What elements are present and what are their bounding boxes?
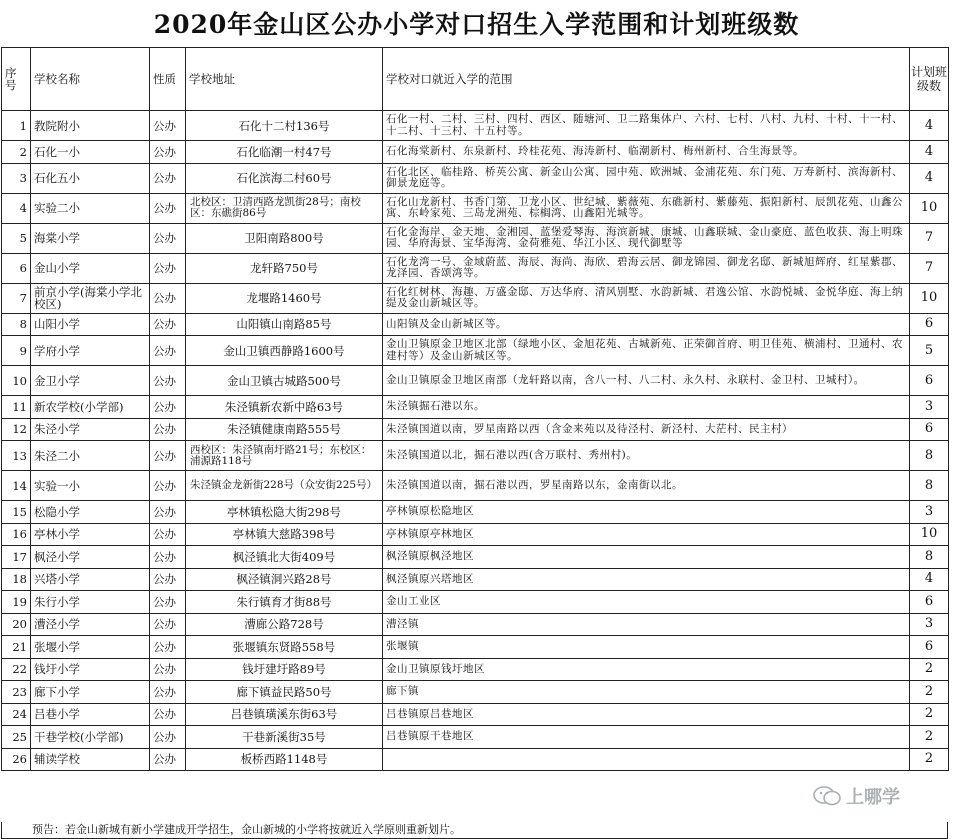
school-name: 前京小学(海棠小学北校区) — [31, 283, 150, 313]
school-name: 石化五小 — [31, 163, 150, 193]
row-number: 18 — [2, 568, 31, 591]
school-address: 朱行镇育才街88号 — [186, 591, 383, 614]
row-number: 10 — [2, 366, 31, 396]
planned-classes: 4 — [910, 163, 949, 193]
table-row — [2, 471, 949, 501]
row-number: 3 — [2, 163, 31, 193]
school-name: 廊下小学 — [31, 681, 150, 704]
table-row — [2, 193, 949, 223]
planned-classes: 10 — [910, 283, 949, 313]
school-address: 龙堰路1460号 — [186, 283, 383, 313]
planned-classes: 8 — [910, 546, 949, 569]
enrollment-range: 石化北区、临桂路、桥英公寓、新金山公寓、园中苑、欧洲城、金浦花苑、东门苑、万寿新村、滨海新村、御景龙庭等。 — [383, 163, 910, 193]
row-number: 8 — [2, 313, 31, 336]
row-number: 25 — [2, 726, 31, 749]
planned-classes: 6 — [910, 313, 949, 336]
school-name: 金山小学 — [31, 253, 150, 283]
planned-classes: 7 — [910, 253, 949, 283]
school-type: 公办 — [150, 726, 186, 749]
school-name: 实验一小 — [31, 471, 150, 501]
enrollment-range: 朱泾镇国道以北，掘石港以西(含万联村、秀州村)。 — [383, 441, 910, 471]
enrollment-range: 枫泾镇原兴塔地区 — [383, 568, 910, 591]
table-row — [2, 396, 949, 419]
table-row — [2, 703, 949, 726]
table-row — [2, 418, 949, 441]
planned-classes: 3 — [910, 613, 949, 636]
planned-classes: 2 — [910, 748, 949, 771]
school-name: 实验二小 — [31, 193, 150, 223]
school-name: 朱泾小学 — [31, 418, 150, 441]
enrollment-range: 金山卫镇原金卫地区南部（龙轩路以南，含八一村、八二村、永久村、永联村、金卫村、卫城村）。 — [383, 366, 910, 396]
enrollment-range: 亭林镇原松隐地区 — [383, 501, 910, 524]
school-address: 西校区：朱泾镇南圩路21号；东校区：浦源路118号 — [186, 441, 383, 471]
school-name: 干巷学校(小学部) — [31, 726, 150, 749]
school-address: 枫泾镇洞兴路28号 — [186, 568, 383, 591]
school-name: 张堰小学 — [31, 636, 150, 659]
planned-classes: 6 — [910, 591, 949, 614]
enrollment-range: 张堰镇 — [383, 636, 910, 659]
table-row — [2, 681, 949, 704]
row-number: 26 — [2, 748, 31, 771]
planned-classes: 4 — [910, 141, 949, 164]
planned-classes: 6 — [910, 418, 949, 441]
school-name: 枫泾小学 — [31, 546, 150, 569]
school-address: 板桥西路1148号 — [186, 748, 383, 771]
table-header-row — [2, 48, 949, 111]
planned-classes: 3 — [910, 501, 949, 524]
enrollment-range: 石化金海岸、金天地、金湘园、蓝堡爱琴海、海滨新城、康城、山鑫联城、金山豪庭、蓝色收获、海上明珠园、华府海景、宝华海湾、金荷雅苑、华江小区、现代御墅等 — [383, 223, 910, 253]
row-number: 1 — [2, 111, 31, 141]
enrollment-range: 石化红树林、海趣、万盛金邸、万达华府、清风别墅、水韵新城、君逸公馆、水韵悦城、金悦华庭、海上纳缇及金山新城区等。 — [383, 283, 910, 313]
table-row — [2, 336, 949, 366]
enrollment-range: 朱泾镇国道以南，掘石港以西，罗星南路以东，金南街以北。 — [383, 471, 910, 501]
school-name: 吕巷小学 — [31, 703, 150, 726]
table-row — [2, 748, 949, 771]
enrollment-range: 朱泾镇国道以南，罗星南路以西（含金来苑以及待泾村、新泾村、大茫村、民主村） — [383, 418, 910, 441]
school-name: 朱泾二小 — [31, 441, 150, 471]
school-name: 金卫小学 — [31, 366, 150, 396]
planned-classes: 4 — [910, 111, 949, 141]
planned-classes: 2 — [910, 658, 949, 681]
planned-classes: 10 — [910, 193, 949, 223]
planned-classes: 10 — [910, 523, 949, 546]
enrollment-range: 山阳镇及金山新城区等。 — [383, 313, 910, 336]
row-number: 16 — [2, 523, 31, 546]
row-number: 15 — [2, 501, 31, 524]
row-number: 20 — [2, 613, 31, 636]
row-number: 14 — [2, 471, 31, 501]
table-row — [2, 591, 949, 614]
row-number: 17 — [2, 546, 31, 569]
row-number: 11 — [2, 396, 31, 419]
enrollment-range: 金山卫镇原金卫地区北部（绿地小区、金旭花苑、古城新苑、正荣御首府、明卫佳苑、横浦村、卫通村、农建村等）及金山新城区等。 — [383, 336, 910, 366]
school-name: 山阳小学 — [31, 313, 150, 336]
table-row — [2, 163, 949, 193]
school-address: 卫阳南路800号 — [186, 223, 383, 253]
row-number: 23 — [2, 681, 31, 704]
school-address: 龙轩路750号 — [186, 253, 383, 283]
school-type: 公办 — [150, 471, 186, 501]
school-address: 张堰镇东贤路558号 — [186, 636, 383, 659]
school-address: 干巷新溪街35号 — [186, 726, 383, 749]
table-row — [2, 501, 949, 524]
school-address: 亭林镇大慈路398号 — [186, 523, 383, 546]
table-row — [2, 658, 949, 681]
school-type: 公办 — [150, 441, 186, 471]
school-name: 辅读学校 — [31, 748, 150, 771]
table-row — [2, 613, 949, 636]
school-name: 漕泾小学 — [31, 613, 150, 636]
school-type: 公办 — [150, 658, 186, 681]
footnote: 预告：若金山新城有新小学建成开学招生，金山新城的小学将按就近入学原则重新划片。 — [1, 822, 948, 839]
planned-classes: 5 — [910, 336, 949, 366]
school-name: 兴塔小学 — [31, 568, 150, 591]
school-type: 公办 — [150, 253, 186, 283]
table-row — [2, 141, 949, 164]
school-address: 朱泾镇新农新中路63号 — [186, 396, 383, 419]
enrollment-range: 枫泾镇原枫泾地区 — [383, 546, 910, 569]
school-type: 公办 — [150, 111, 186, 141]
school-type: 公办 — [150, 418, 186, 441]
enrollment-range: 金山工业区 — [383, 591, 910, 614]
table-row — [2, 283, 949, 313]
enrollment-range: 石化山龙新村、书香门第、卫龙小区、世纪城、紫薇苑、东礁新村、紫藤苑、振阳新村、辰凯花苑、山鑫公寓、东岭家苑、三岛龙洲苑、棕榈湾、山鑫阳光城等。 — [383, 193, 910, 223]
planned-classes: 2 — [910, 703, 949, 726]
school-name: 松隐小学 — [31, 501, 150, 524]
wechat-icon — [812, 785, 842, 807]
school-type: 公办 — [150, 193, 186, 223]
enrollment-range: 廊下镇 — [383, 681, 910, 704]
school-address: 亭林镇松隐大街298号 — [186, 501, 383, 524]
row-number: 22 — [2, 658, 31, 681]
enrollment-range: 亭林镇原亭林地区 — [383, 523, 910, 546]
row-number: 19 — [2, 591, 31, 614]
school-name: 朱行小学 — [31, 591, 150, 614]
school-type: 公办 — [150, 396, 186, 419]
school-type: 公办 — [150, 366, 186, 396]
school-type: 公办 — [150, 523, 186, 546]
school-address: 石化滨海二村60号 — [186, 163, 383, 193]
row-number: 13 — [2, 441, 31, 471]
school-type: 公办 — [150, 501, 186, 524]
school-type: 公办 — [150, 568, 186, 591]
school-address: 石化十二村136号 — [186, 111, 383, 141]
enrollment-range: 吕巷镇原干巷地区 — [383, 726, 910, 749]
school-name: 钱圩小学 — [31, 658, 150, 681]
school-type: 公办 — [150, 636, 186, 659]
row-number: 9 — [2, 336, 31, 366]
table-row — [2, 546, 949, 569]
row-number: 12 — [2, 418, 31, 441]
page-title: 2020年金山区公办小学对口招生入学范围和计划班级数 — [153, 10, 800, 39]
header-school: 学校名称 — [31, 48, 150, 111]
watermark — [812, 781, 922, 811]
row-number: 5 — [2, 223, 31, 253]
school-type: 公办 — [150, 141, 186, 164]
school-address: 金山卫镇古城路500号 — [186, 366, 383, 396]
planned-classes: 7 — [910, 223, 949, 253]
row-number: 7 — [2, 283, 31, 313]
table-row — [2, 253, 949, 283]
enrollment-range: 朱泾镇掘石港以东。 — [383, 396, 910, 419]
school-type: 公办 — [150, 546, 186, 569]
school-address: 石化临潮一村47号 — [186, 141, 383, 164]
school-name: 教院附小 — [31, 111, 150, 141]
school-name: 海棠小学 — [31, 223, 150, 253]
school-address: 枫泾镇北大街409号 — [186, 546, 383, 569]
table-row — [2, 523, 949, 546]
school-type: 公办 — [150, 313, 186, 336]
enrollment-range: 石化一村、二村、三村、四村、西区、随塘河、卫二路集体户、六村、七村、八村、九村、十村、十一村、十二村、十三村、十五村等。 — [383, 111, 910, 141]
row-number: 24 — [2, 703, 31, 726]
enrollment-range: 吕巷镇原吕巷地区 — [383, 703, 910, 726]
school-type: 公办 — [150, 748, 186, 771]
school-address: 廊下镇益民路50号 — [186, 681, 383, 704]
table-body — [2, 111, 949, 771]
table-row — [2, 366, 949, 396]
school-name: 亭林小学 — [31, 523, 150, 546]
school-address: 金山卫镇西静路1600号 — [186, 336, 383, 366]
table-row — [2, 636, 949, 659]
row-number: 21 — [2, 636, 31, 659]
enrollment-table — [1, 47, 949, 771]
planned-classes: 2 — [910, 681, 949, 704]
school-type: 公办 — [150, 613, 186, 636]
row-number: 4 — [2, 193, 31, 223]
planned-classes: 3 — [910, 396, 949, 419]
row-number: 6 — [2, 253, 31, 283]
school-address: 北校区：卫清西路龙凯街28号；南校区：东礁街86号 — [186, 193, 383, 223]
school-name: 学府小学 — [31, 336, 150, 366]
school-type: 公办 — [150, 163, 186, 193]
watermark-text: 上哪学 — [846, 787, 900, 808]
school-address: 漕廊公路728号 — [186, 613, 383, 636]
school-address: 朱泾镇金龙新街228号（众安街225号） — [186, 471, 383, 501]
enrollment-range — [383, 748, 910, 771]
table-row — [2, 313, 949, 336]
planned-classes: 6 — [910, 366, 949, 396]
school-name: 新农学校(小学部) — [31, 396, 150, 419]
school-type: 公办 — [150, 681, 186, 704]
planned-classes: 8 — [910, 441, 949, 471]
enrollment-range: 石化龙湾一号、金域蔚蓝、海辰、海尚、海欣、碧海云居、御龙锦园、御龙名邸、新城旭辉府、红星紫郡、龙泽园、香颂湾等。 — [383, 253, 910, 283]
header-range: 学校对口就近入学的范围 — [383, 48, 910, 111]
school-type: 公办 — [150, 223, 186, 253]
table-row — [2, 223, 949, 253]
school-type: 公办 — [150, 591, 186, 614]
school-type: 公办 — [150, 283, 186, 313]
planned-classes: 4 — [910, 568, 949, 591]
enrollment-range: 石化海棠新村、东泉新村、玲桂花苑、海涛新村、临潮新村、梅州新村、合生海景等。 — [383, 141, 910, 164]
header-no: 序号 — [2, 48, 31, 111]
planned-classes: 8 — [910, 471, 949, 501]
school-address: 钱圩建圩路89号 — [186, 658, 383, 681]
enrollment-range: 漕泾镇 — [383, 613, 910, 636]
school-address: 朱泾镇健康南路555号 — [186, 418, 383, 441]
row-number: 2 — [2, 141, 31, 164]
header-classes: 计划班级数 — [910, 48, 949, 111]
table-row — [2, 568, 949, 591]
header-type: 性质 — [150, 48, 186, 111]
enrollment-range: 金山卫镇原钱圩地区 — [383, 658, 910, 681]
header-address: 学校地址 — [186, 48, 383, 111]
school-address: 山阳镇山南路85号 — [186, 313, 383, 336]
school-type: 公办 — [150, 703, 186, 726]
school-type: 公办 — [150, 336, 186, 366]
table-row — [2, 111, 949, 141]
planned-classes: 6 — [910, 636, 949, 659]
school-name: 石化一小 — [31, 141, 150, 164]
table-row — [2, 441, 949, 471]
school-address: 吕巷镇璜溪东街63号 — [186, 703, 383, 726]
planned-classes: 2 — [910, 726, 949, 749]
table-row — [2, 726, 949, 749]
